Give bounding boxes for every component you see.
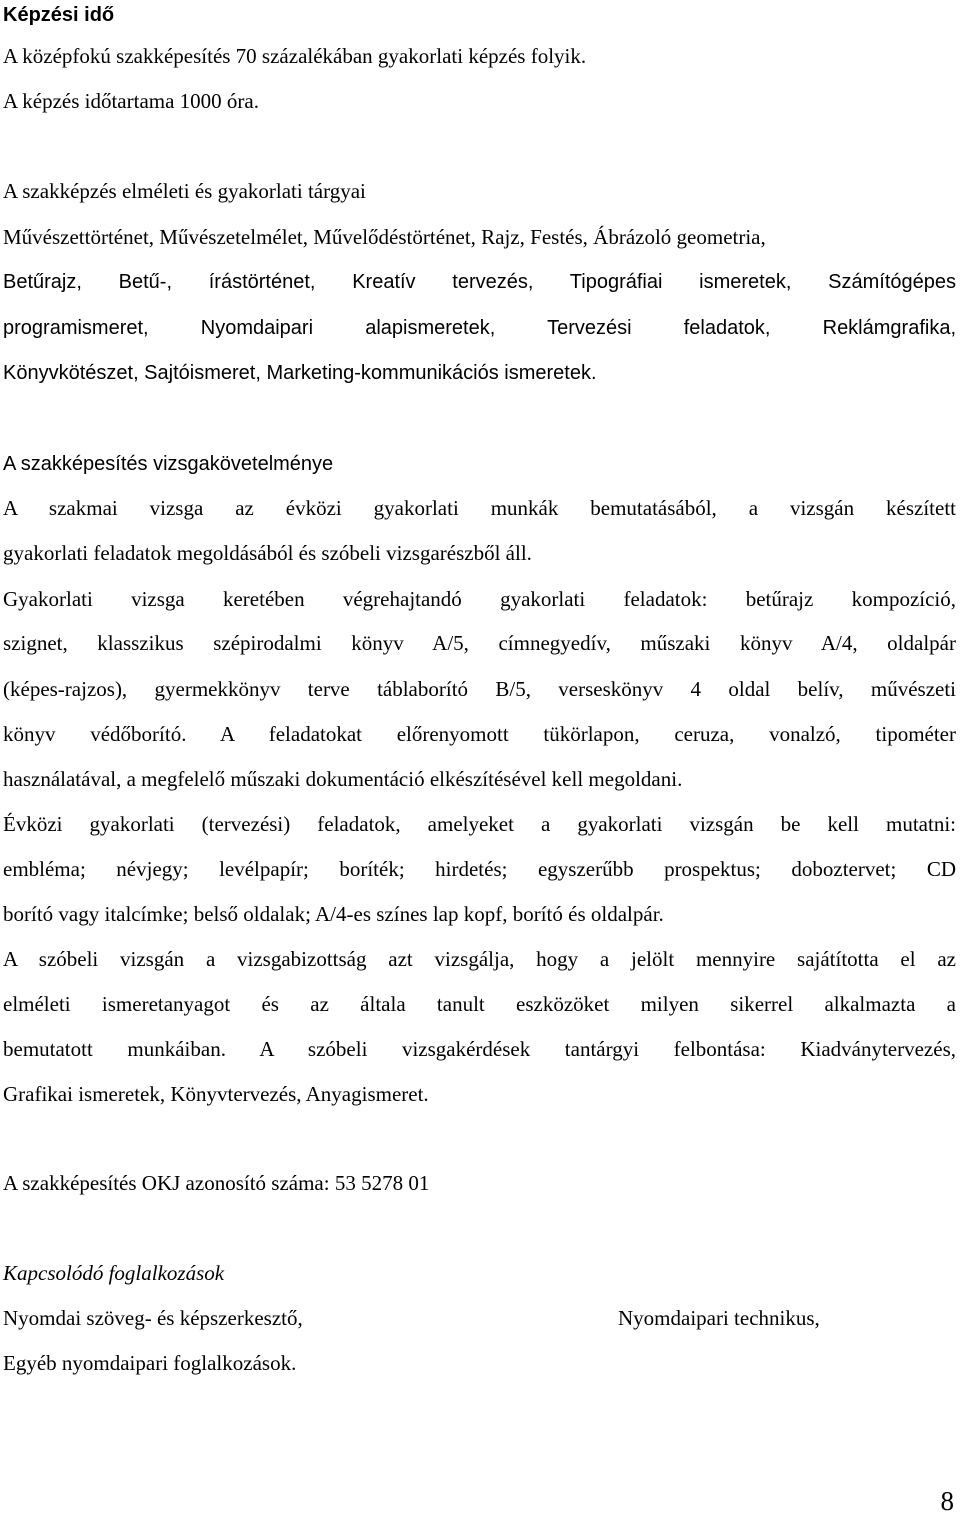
- exam-p3-line-1-text: Évközi gyakorlati (tervezési) feladatok, amelyeket a gyakorlati vizsgán be kell mutatni:: [3, 812, 956, 836]
- exam-p2-line-4-text: könyv védőborító. A feladatokat előrenyomott tükörlapon, ceruza, vonalzó, tipométer: [3, 722, 956, 746]
- exam-p2-line-1-text: Gyakorlati vizsga keretében végrehajtandó gyakorlati feladatok: betűrajz kompozíció,: [3, 587, 956, 611]
- exam-p4-line-1: [3, 949, 956, 970]
- subjects-line-3-text: programismeret, Nyomdaipari alapismeretek, Tervezési feladatok, Reklámgrafika,: [3, 317, 956, 339]
- exam-p2-line-3: [3, 679, 956, 700]
- okj-number: A szakképesítés OKJ azonosító száma: 53 5278 01: [3, 1171, 430, 1195]
- subjects-line-3: [3, 318, 956, 338]
- exam-p4-line-2-text: elméleti ismeretanyagot és az általa tanult eszközöket milyen sikerrel alkalmazta a: [3, 992, 956, 1016]
- subjects-heading: A szakképzés elméleti és gyakorlati tárgyai: [3, 179, 366, 203]
- related-heading: Kapcsolódó foglalkozások: [3, 1261, 225, 1285]
- training-time-line-2: A képzés időtartama 1000 óra.: [3, 89, 259, 113]
- related-item-2: Nyomdaipari technikus,: [618, 1306, 820, 1330]
- exam-p1-line-1-text: A szakmai vizsga az évközi gyakorlati munkák bemutatásából, a vizsgán készített: [3, 496, 956, 520]
- exam-p4-line-1-text: A szóbeli vizsgán a vizsgabizottság azt vizsgálja, hogy a jelölt mennyire sajátította el az: [3, 947, 956, 971]
- subjects-line-2: [3, 272, 956, 292]
- exam-heading: A szakképesítés vizsgakövetelménye: [3, 453, 334, 475]
- exam-p2-line-4: [3, 724, 956, 745]
- exam-p1-line-2: gyakorlati feladatok megoldásából és szóbeli vizsgarészből áll.: [3, 541, 532, 565]
- exam-p2-line-5: használatával, a megfelelő műszaki dokumentáció elkészítésével kell megoldani.: [3, 767, 683, 791]
- exam-p3-line-3: borító vagy italcímke; belső oldalak; A/4-es színes lap kopf, borító és oldalpár.: [3, 902, 664, 926]
- exam-p2-line-2: [3, 633, 956, 654]
- exam-p3-line-2: [3, 859, 956, 880]
- training-time-heading: Képzési idő: [3, 4, 115, 26]
- related-item-1: Nyomdai szöveg- és képszerkesztő,: [3, 1306, 303, 1330]
- related-item-3: Egyéb nyomdaipari foglalkozások.: [3, 1351, 297, 1375]
- exam-p4-line-2: [3, 994, 956, 1015]
- exam-p2-line-1: [3, 589, 956, 610]
- exam-p4-line-3: [3, 1039, 956, 1060]
- subjects-line-2-text: Betűrajz, Betű-, írástörténet, Kreatív tervezés, Tipográfiai ismeretek, Számítógépes: [3, 271, 956, 293]
- exam-p2-line-3-text: (képes-rajzos), gyermekkönyv terve táblaborító B/5, verseskönyv 4 oldal belív, művészeti: [3, 677, 956, 701]
- page-number: 8: [940, 1486, 954, 1516]
- exam-p2-line-2-text: szignet, klasszikus szépirodalmi könyv A/5, címnegyedív, műszaki könyv A/4, oldalpár: [3, 631, 956, 655]
- exam-p4-line-4: Grafikai ismeretek, Könyvtervezés, Anyagismeret.: [3, 1082, 429, 1106]
- exam-p3-line-1: [3, 814, 956, 835]
- subjects-line-1: Művészettörténet, Művészetelmélet, Művelődéstörténet, Rajz, Festés, Ábrázoló geometria,: [3, 225, 766, 249]
- exam-p4-line-3-text: bemutatott munkáiban. A szóbeli vizsgakérdések tantárgyi felbontása: Kiadványtervezés,: [3, 1037, 956, 1061]
- exam-p1-line-1: [3, 498, 956, 519]
- subjects-line-4: Könyvkötészet, Sajtóismeret, Marketing-kommunikációs ismeretek.: [3, 362, 597, 384]
- training-time-line-1: A középfokú szakképesítés 70 százalékában gyakorlati képzés folyik.: [3, 44, 587, 68]
- exam-p3-line-2-text: embléma; névjegy; levélpapír; boríték; hirdetés; egyszerűbb prospektus; doboztervet; CD: [3, 857, 956, 881]
